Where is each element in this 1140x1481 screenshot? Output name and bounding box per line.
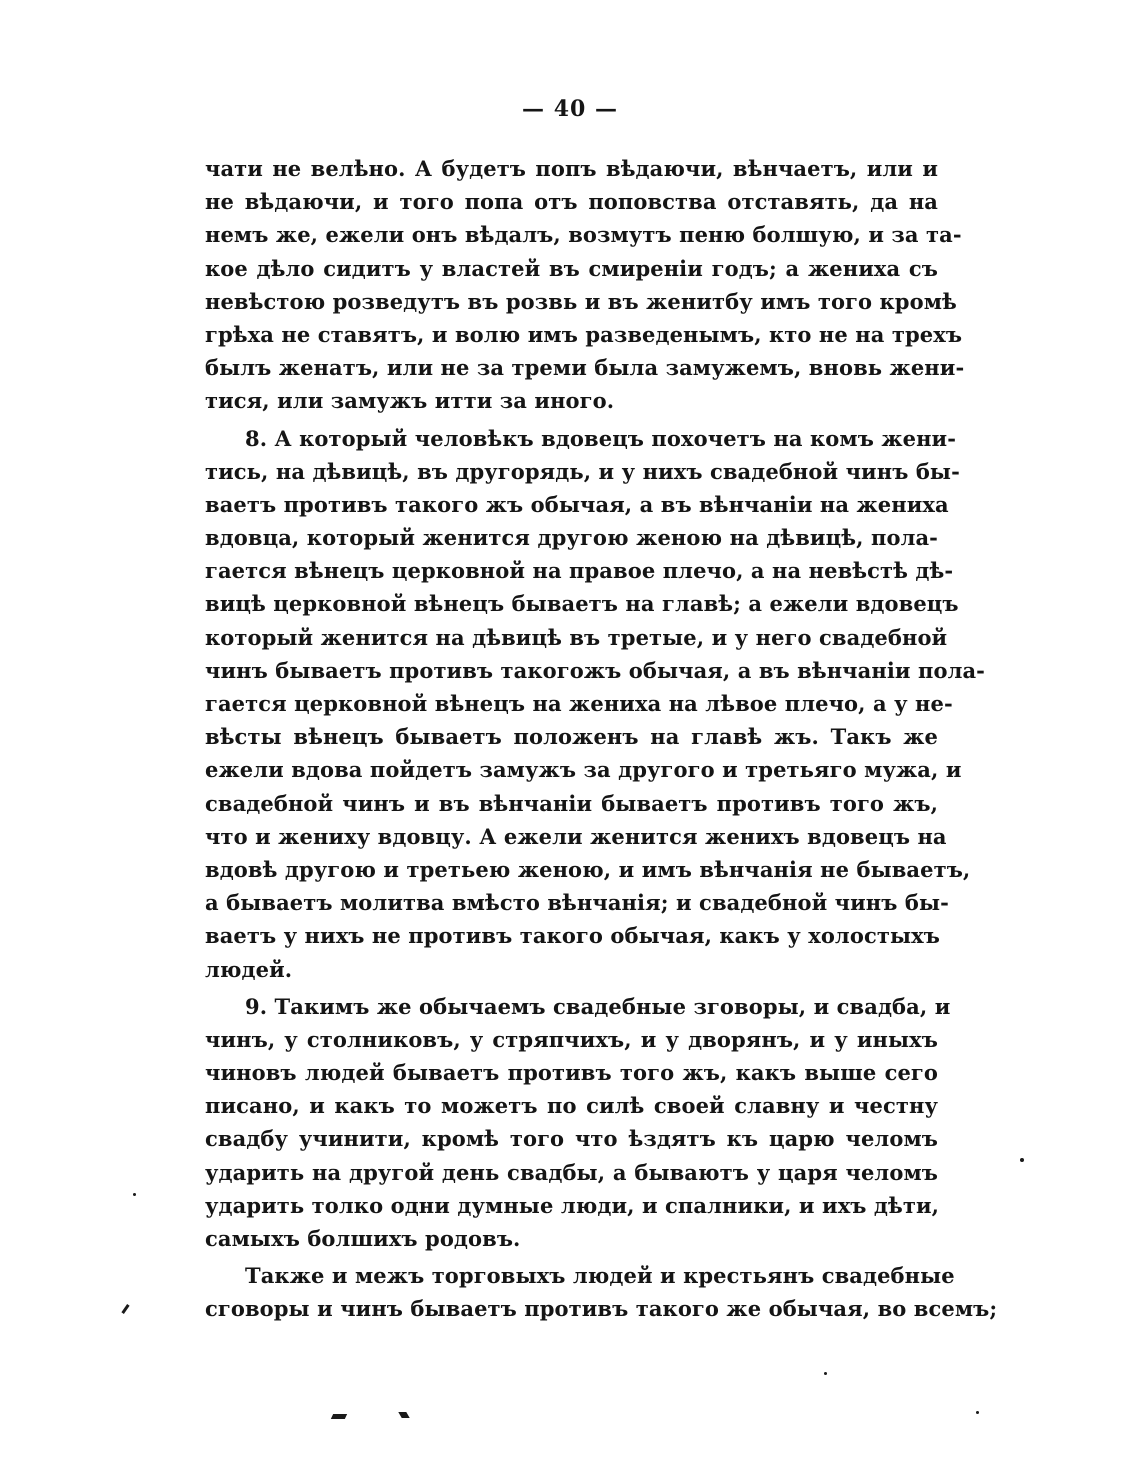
page-number: — 40 — [522, 96, 618, 122]
scan-speck [331, 1414, 347, 1419]
text-line: самыхъ болшихъ родовъ. [205, 1226, 521, 1251]
text-line: что и жениху вдовцу. А ежели женится женихъ вдовецъ на [205, 823, 947, 849]
paragraph [205, 1259, 998, 1325]
text-line: а бываетъ молитва вмѣсто вѣнчанія; и свадебной чинъ бы- [205, 890, 949, 916]
text-line: сговоры и чинъ бываетъ противъ такого же обычая, во всемъ; [205, 1296, 998, 1322]
text-line: чиновъ людей бываетъ противъ того жъ, какъ выше сего [205, 1060, 938, 1086]
paragraph [205, 152, 965, 418]
text-line: тись, на дѣвицѣ, въ другорядь, и у нихъ свадебной чинъ бы- [205, 458, 960, 484]
text-line: вдовѣ другою и третьею женою, и имъ вѣнчанія не бываетъ, [205, 856, 971, 882]
scan-speck [133, 1193, 136, 1196]
text-line: былъ женатъ, или не за треми была замужемъ, вновь жени- [205, 355, 965, 381]
text-line: который женится на дѣвицѣ въ третые, и у него свадебной [205, 624, 948, 650]
text-line: вицѣ церковной вѣнецъ бываетъ на главѣ; а ежели вдовецъ [205, 591, 959, 617]
text-line: чинъ бываетъ противъ такогожъ обычая, а въ вѣнчаніи пола- [205, 657, 985, 683]
text-line: чати не велѣно. А будетъ попъ вѣдаючи, вѣнчаетъ, или и [205, 156, 938, 181]
scan-speck [1020, 1158, 1024, 1162]
text-line: немъ же, ежели онъ вѣдалъ, возмутъ пеню болшую, и за та- [205, 222, 962, 248]
text-line: не вѣдаючи, и того попа отъ поповства отставять, да на [205, 189, 938, 215]
text-line: 8. А который человѣкъ вдовецъ похочетъ на комъ жени- [245, 425, 957, 451]
scan-speck [824, 1372, 827, 1375]
text-line: писано, и какъ то можетъ по силѣ своей славну и честну [205, 1093, 938, 1119]
body-text [205, 152, 998, 1326]
scan-speck [398, 1412, 409, 1418]
scan-speck [976, 1411, 979, 1414]
text-line: гается вѣнецъ церковной на правое плечо, а на невѣстѣ дѣ- [205, 558, 954, 584]
text-line: кое дѣло сидитъ у властей въ смиреніи годъ; а жениха съ [205, 255, 938, 281]
paragraph [205, 422, 985, 986]
paragraph [205, 990, 951, 1256]
text-line: ударить толко одни думные люди, и спалники, и ихъ дѣти, [205, 1192, 940, 1218]
text-line: ваетъ противъ такого жъ обычая, а въ вѣнчаніи на женихa [205, 491, 949, 517]
text-line: грѣха не ставятъ, и волю имъ разведенымъ, кто не на трехъ [205, 321, 963, 347]
text-line: свадебной чинъ и въ вѣнчаніи бываетъ противъ того жъ, [205, 790, 938, 816]
text-line: ударить на другой день свадбы, а бываютъ у царя челомъ [205, 1159, 938, 1185]
text-line: невѣстою розведутъ въ розвь и въ женитбу имъ того кромѣ [205, 288, 957, 314]
text-line: людей. [205, 956, 293, 982]
text-line: тися, или замужъ итти за иного. [205, 388, 615, 414]
text-line: чинъ, у столниковъ, у стряпчихъ, и у дворянъ, и у иныхъ [205, 1026, 938, 1052]
text-line: вдовца, который женится другою женою на дѣвицѣ, пола- [205, 525, 938, 551]
text-line: гается церковной вѣнецъ на жениха на лѣвое плечо, а у не- [205, 691, 953, 716]
text-line: Также и межъ торговыхъ людей и крестьянъ свадебные [245, 1263, 955, 1289]
text-line: свадбу учинити, кромѣ того что ѣздятъ къ царю челомъ [205, 1126, 938, 1152]
text-line: вѣсты вѣнецъ бываетъ положенъ на главѣ жъ. Такъ же [205, 724, 938, 750]
scan-speck [121, 1304, 129, 1314]
text-line: ежели вдова пойдетъ замужъ за другого и третьяго мужа, и [205, 757, 962, 783]
text-line: ваетъ у нихъ не противъ такого обычая, какъ у холостыхъ [205, 923, 940, 949]
text-line: 9. Такимъ же обычаемъ свадебные зговоры, и свадба, и [245, 993, 951, 1019]
